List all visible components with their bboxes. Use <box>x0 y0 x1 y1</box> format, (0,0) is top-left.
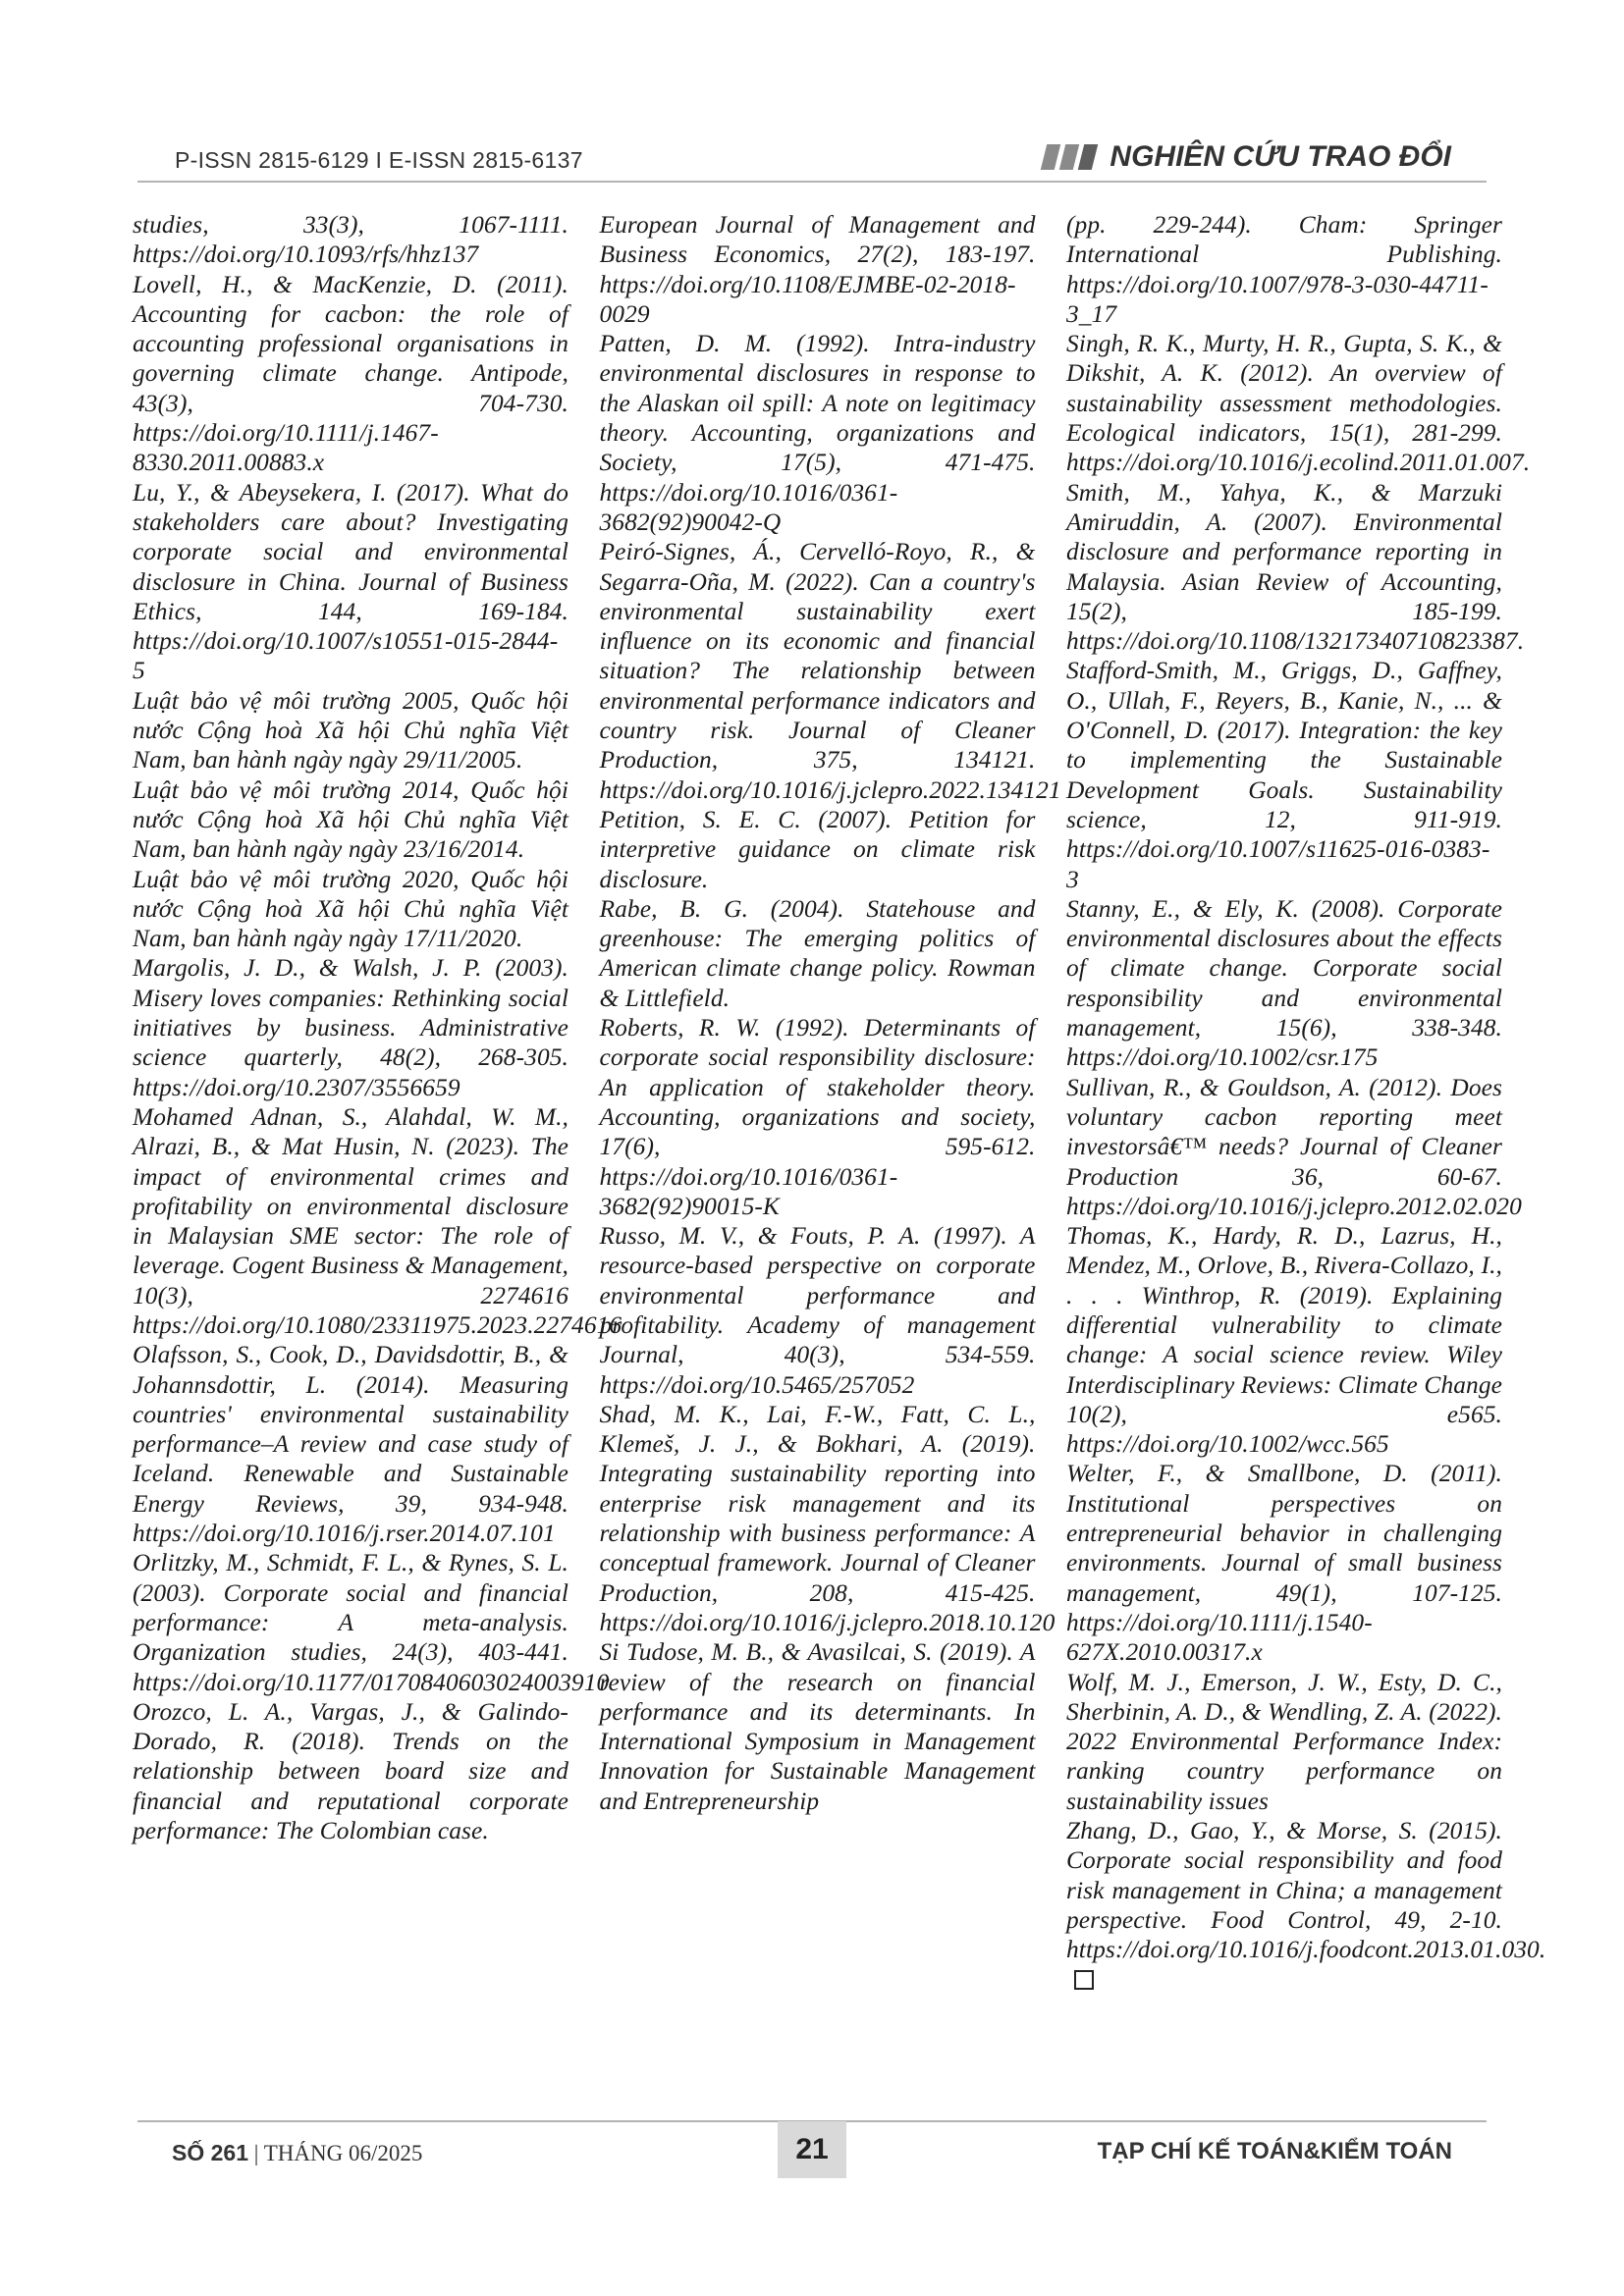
references-body <box>133 210 1546 2093</box>
reference-entry: Peiró-Signes, Á., Cervelló-Royo, R., & Segarra-Oña, M. (2022). Can a country's environmental sustainability exert influence on its economic and financial situation? The relationship between environmental performance indicators and country risk. Journal of Cleaner Production, 375, 134121. https://doi.org/10.1016/j.jclepro.2022.134121 <box>599 538 1061 804</box>
reference-entry: Smith, M., Yahya, K., & Marzuki Amiruddin, A. (2007). Environmental disclosure and performance reporting in Malaysia. Asian Review of Accounting, 15(2), 185-199. https://doi.org/10.1108/13217340710823387. <box>1066 478 1525 656</box>
section-heading <box>1044 140 1451 174</box>
end-of-article-icon <box>1074 1970 1094 1990</box>
reference-entry: Stanny, E., & Ely, K. (2008). Corporate environmental disclosures about the effects of climate change. Corporate social responsibility and environmental management, 15(6), 338-348. https://doi.org/10.1002/csr.175 <box>1066 894 1502 1072</box>
page-number-box <box>778 2121 846 2178</box>
issn-line: P-ISSN 2815-6129 I E-ISSN 2815-6137 <box>175 147 583 173</box>
reference-entry: Lu, Y., & Abeysekera, I. (2017). What do stakeholders care about? Investigating corporate social and environmental disclosure in China. Journal of Business Ethics, 144, 169-184. https://doi.org/10.1007/s10551-015-2844-5 <box>133 478 568 685</box>
reference-entry: Patten, D. M. (1992). Intra-industry environmental disclosures in response to the Alaskan oil spill: A note on legitimacy theory. Accounting, organizations and Society, 17(5), 471-475. https://doi.org/10.1016/0361-3682(92)90042-Q <box>599 330 1036 536</box>
reference-entry: studies, 33(3), 1067-1111. https://doi.org/10.1093/rfs/hhz137 <box>133 211 568 269</box>
reference-entry: Russo, M. V., & Fouts, P. A. (1997). A resource-based perspective on corporate environmental performance and profitability. Academy of management Journal, 40(3), 534-559. https://doi.org/10.5465/257052 <box>599 1222 1036 1399</box>
issue-number: SỐ 261 <box>172 2140 248 2165</box>
reference-entry: Petition, S. E. C. (2007). Petition for interpretive guidance on climate risk disclosure. <box>599 805 1036 893</box>
reference-entry: Luật bảo vệ môi trường 2014, Quốc hội nước Cộng hoà Xã hội Chủ nghĩa Việt Nam, ban hành ngày ngày 23/16/2014. <box>133 775 568 864</box>
reference-entry: (pp. 229-244). Cham: Springer International Publishing. https://doi.org/10.1007/978-3-030-44711-3_17 <box>1066 211 1502 328</box>
reference-entry: Orozco, L. A., Vargas, J., & Galindo-Dorado, R. (2018). Trends on the relationship between board size and financial and reputational corporate performance: The Colombian case. <box>133 1697 568 1845</box>
reference-entry: Welter, F., & Smallbone, D. (2011). Institutional perspectives on entrepreneurial behavior in challenging environments. Journal of small business management, 49(1), 107-125. https://doi.org/10.1111/j.1540-627X.2010.00317.x <box>1066 1460 1502 1667</box>
reference-entry: Luật bảo vệ môi trường 2005, Quốc hội nước Cộng hoà Xã hội Chủ nghĩa Việt Nam, ban hành ngày ngày 29/11/2005. <box>133 686 568 774</box>
reference-entry: Stafford-Smith, M., Griggs, D., Gaffney, O., Ullah, F., Reyers, B., Kanie, N., ... & O'Connell, D. (2017). Integration: the key to implementing the Sustainable Development Goals. Sustainability science, 12, 911-919. https://doi.org/10.1007/s11625-016-0383-3 <box>1066 657 1502 893</box>
reference-entry: Olafsson, S., Cook, D., Davidsdottir, B., & Johannsdottir, L. (2014). Measuring countries' environmental sustainability performance–A review and case study of Iceland. Renewable and Sustainable Energy Reviews, 39, 934-948. https://doi.org/10.1016/j.rser.2014.07.101 <box>133 1341 568 1548</box>
issue-separator: | <box>253 2141 264 2165</box>
reference-column-1 <box>133 210 623 2093</box>
reference-entry: Lovell, H., & MacKenzie, D. (2011). Accounting for cacbon: the role of accounting professional organisations in governing climate change. Antipode, 43(3), 704-730. https://doi.org/10.1111/j.1467-8330.2011.00883.x <box>133 270 568 477</box>
header-divider <box>137 181 1487 183</box>
section-bars-icon <box>1044 144 1100 170</box>
reference-entry: Orlitzky, M., Schmidt, F. L., & Rynes, S. L. (2003). Corporate social and financial performance: A meta-analysis. Organization studies, 24(3), 403-441. https://doi.org/10.1177/0170840603024003910 <box>133 1549 610 1696</box>
reference-entry: Wolf, M. J., Emerson, J. W., Esty, D. C., Sherbinin, A. D., & Wendling, Z. A. (2022). 2022 Environmental Performance Index: ranking country performance on sustainability issues <box>1066 1668 1502 1815</box>
issue-info <box>172 2140 422 2166</box>
section-title: NGHIÊN CỨU TRAO ĐỔI <box>1110 140 1451 173</box>
reference-entry: Shad, M. K., Lai, F.-W., Fatt, C. L., Klemeš, J. J., & Bokhari, A. (2019). Integrating sustainability reporting into enterprise risk management and its relationship with business performance: A conceptual framework. Journal of Cleaner Production, 208, 415-425. https://doi.org/10.1016/j.jclepro.2018.10.120 <box>599 1400 1056 1636</box>
reference-entry: Roberts, R. W. (1992). Determinants of corporate social responsibility disclosure: An application of stakeholder theory. Accounting, organizations and society, 17(6), 595-612. https://doi.org/10.1016/0361-3682(92)90015-K <box>599 1014 1036 1220</box>
page-number: 21 <box>795 2133 829 2165</box>
reference-entry: Singh, R. K., Murty, H. R., Gupta, S. K., & Dikshit, A. K. (2012). An overview of sustainability assessment methodologies. Ecological indicators, 15(1), 281-299. https://doi.org/10.1016/j.ecolind.2011.01.007. <box>1066 330 1531 477</box>
reference-column-3 <box>1066 210 1546 2093</box>
journal-name: TẠP CHÍ KẾ TOÁN&KIỂM TOÁN <box>1097 2138 1452 2164</box>
reference-column-2 <box>599 210 1061 2093</box>
reference-entry: European Journal of Management and Business Economics, 27(2), 183-197. https://doi.org/10.1108/EJMBE-02-2018-0029 <box>599 211 1036 328</box>
reference-entry: Rabe, B. G. (2004). Statehouse and greenhouse: The emerging politics of American climate change policy. Rowman & Littlefield. <box>599 894 1036 1012</box>
page-header <box>0 0 1624 196</box>
reference-entry: Luật bảo vệ môi trường 2020, Quốc hội nước Cộng hoà Xã hội Chủ nghĩa Việt Nam, ban hành ngày ngày 17/11/2020. <box>133 865 568 953</box>
reference-entry: Zhang, D., Gao, Y., & Morse, S. (2015). Corporate social responsibility and food risk management in China; a management perspective. Food Control, 49, 2-10. https://doi.org/10.1016/j.foodcont.2013.01.030. <box>1066 1816 1502 1995</box>
reference-entry: Sullivan, R., & Gouldson, A. (2012). Does voluntary cacbon reporting meet investorsâ€™ needs? Journal of Cleaner Production 36, 60-67. https://doi.org/10.1016/j.jclepro.2012.02.020 <box>1066 1073 1522 1220</box>
reference-entry: Si Tudose, M. B., & Avasilcai, S. (2019). A review of the research on financial performance and its determinants. In International Symposium in Management Innovation for Sustainable Management and Entrepreneurship <box>599 1638 1036 1815</box>
reference-entry: Margolis, J. D., & Walsh, J. P. (2003). Misery loves companies: Rethinking social initiatives by business. Administrative science quarterly, 48(2), 268-305. https://doi.org/10.2307/3556659 <box>133 954 568 1101</box>
issue-date: THÁNG 06/2025 <box>263 2141 423 2165</box>
reference-entry: Mohamed Adnan, S., Alahdal, W. M., Alrazi, B., & Mat Husin, N. (2023). The impact of environmental crimes and profitability on environmental disclosure in Malaysian SME sector: The role of leverage. Cogent Business & Management, 10(3), 2274616 https://doi.org/10.1080/23311975.2023.2274616 <box>133 1102 623 1339</box>
reference-entry: Thomas, K., Hardy, R. D., Lazrus, H., Mendez, M., Orlove, B., Rivera-Collazo, I., . . . Winthrop, R. (2019). Explaining differential vulnerability to climate change: A social science review. Wiley Interdisciplinary Reviews: Climate Change 10(2), e565. https://doi.org/10.1002/wcc.565 <box>1066 1222 1502 1459</box>
